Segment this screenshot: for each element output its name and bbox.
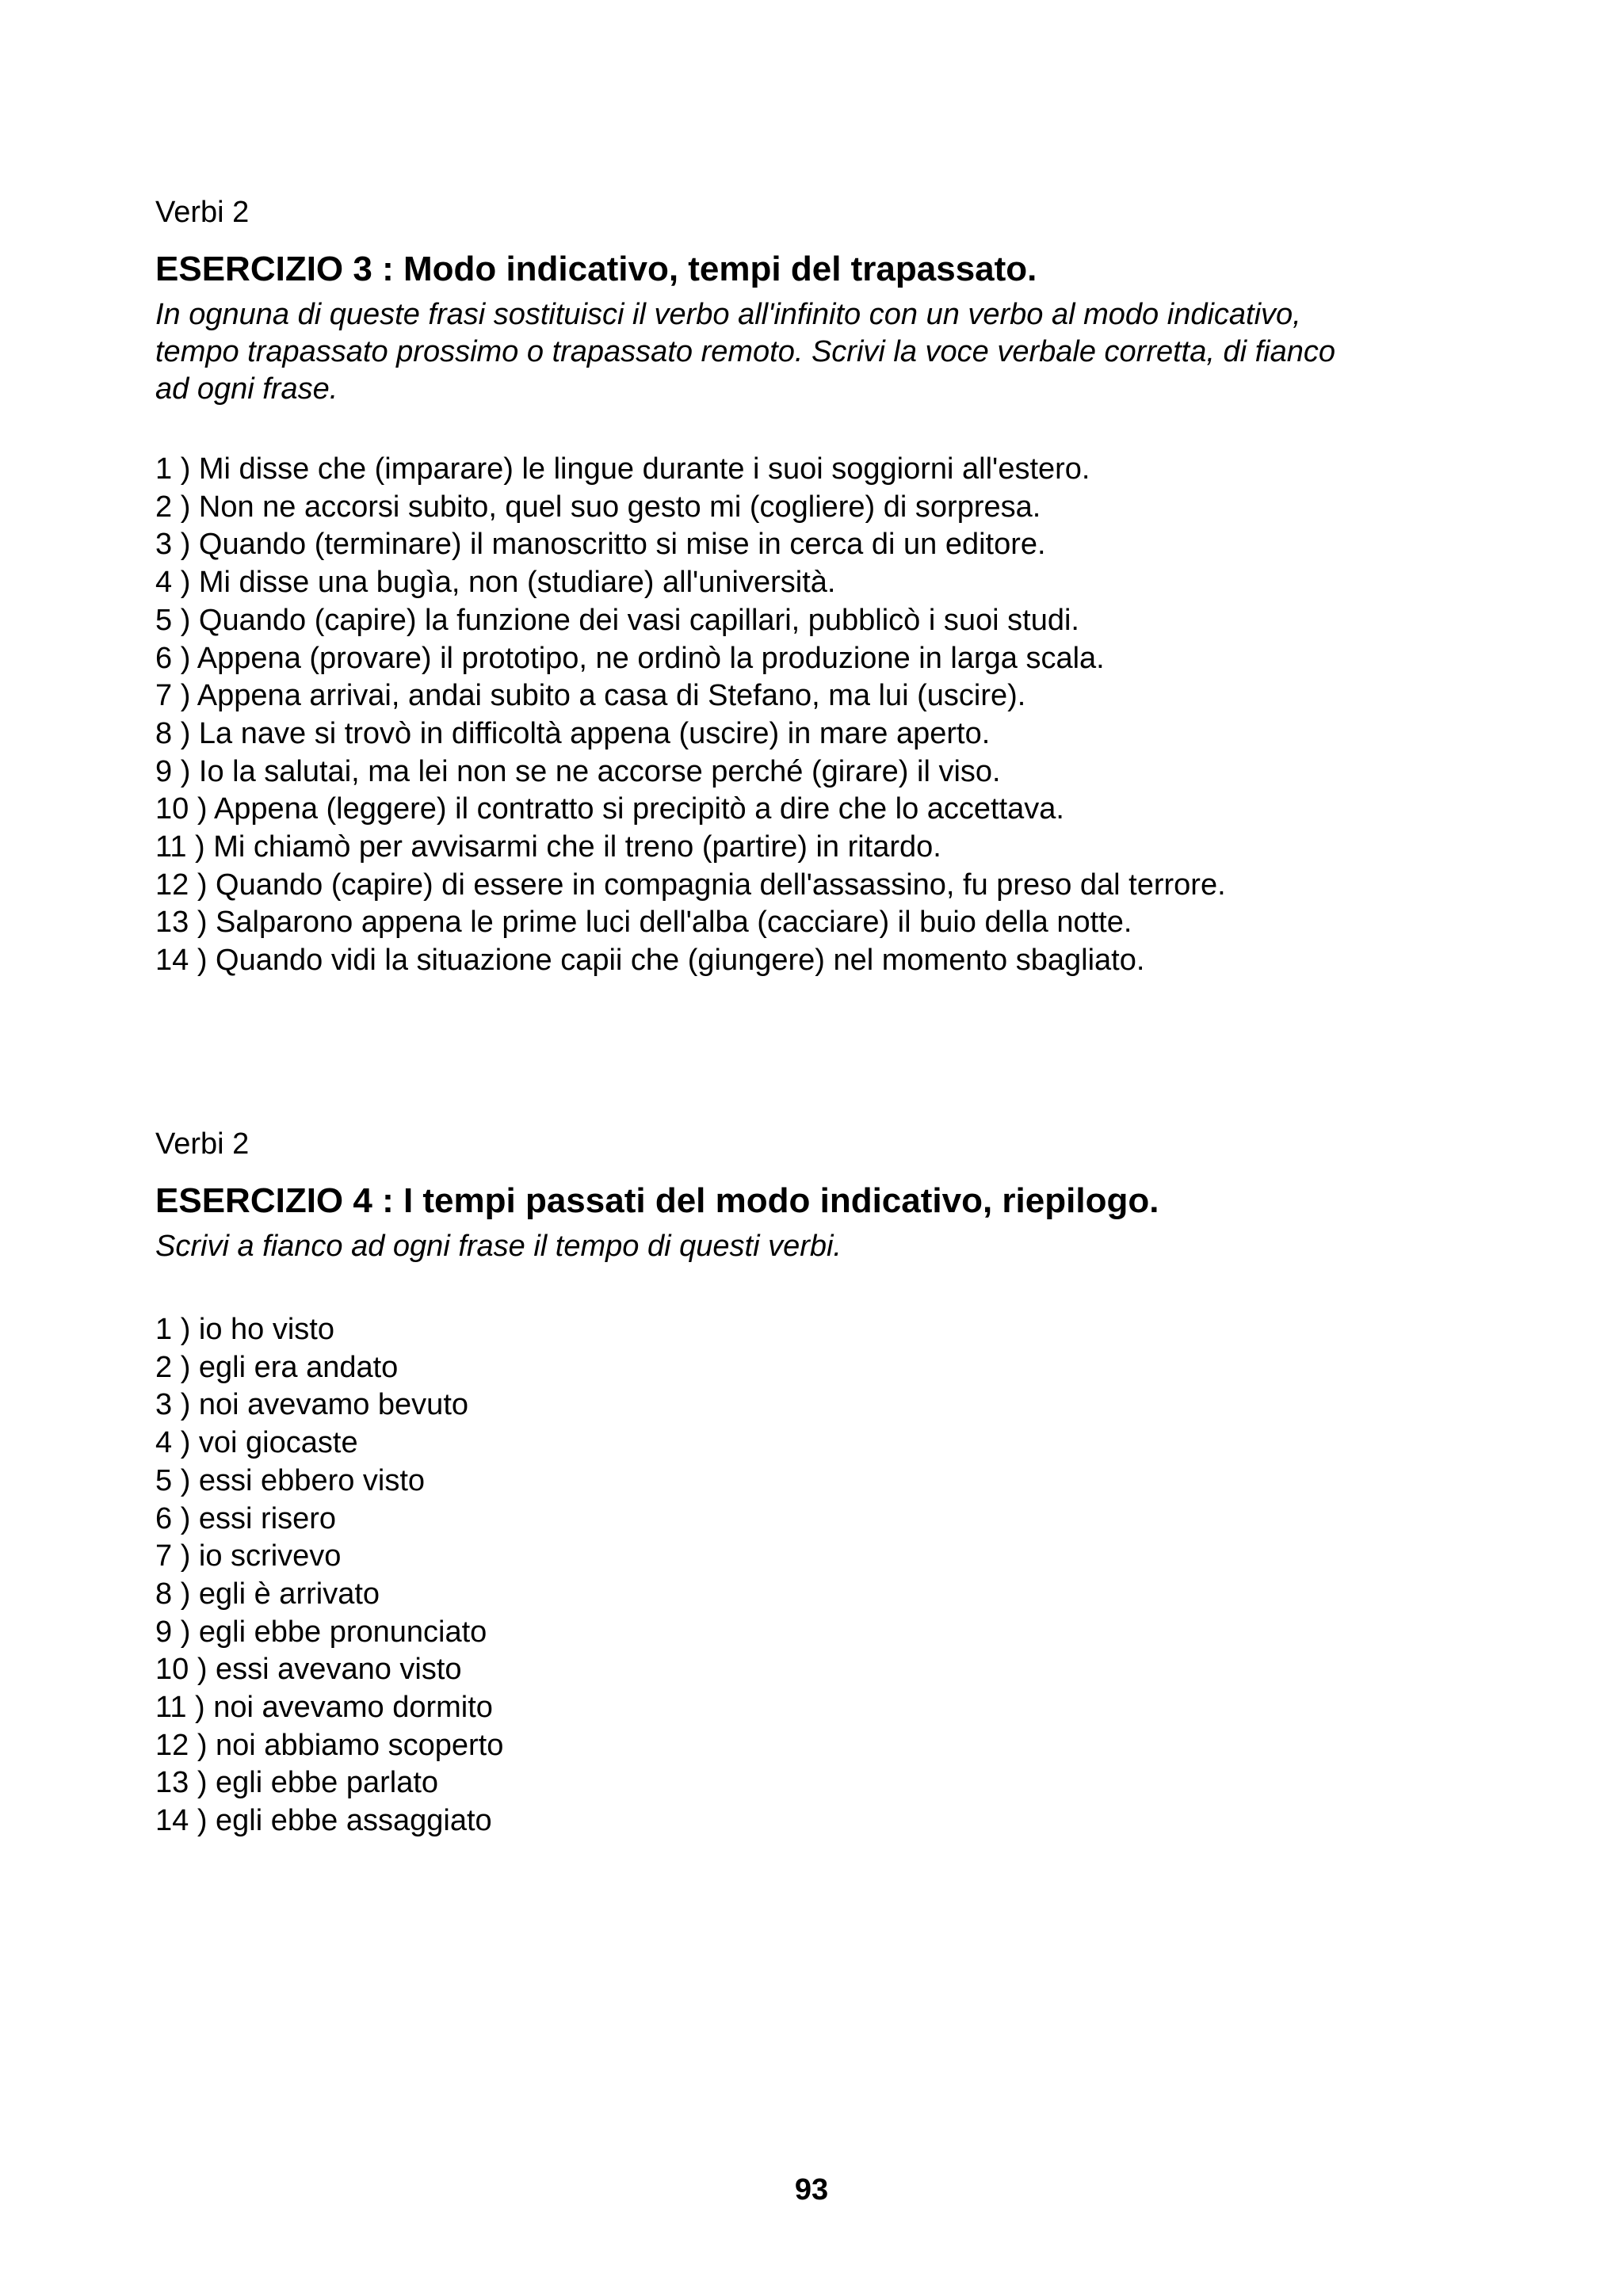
page-number: 93 <box>794 2173 829 2206</box>
exercise-instructions <box>155 1228 1487 1265</box>
exercise-title: ESERCIZIO 4 : I tempi passati del modo indicativo, riepilogo. <box>155 1181 1159 1220</box>
exercise-item: 7 ) io scrivevo <box>155 1539 342 1573</box>
exercise-item: 1 ) io ho visto <box>155 1313 334 1346</box>
exercise-item: 1 ) Mi disse che (imparare) le lingue durante i suoi soggiorni all'estero. <box>155 452 1090 486</box>
exercise-item: 5 ) Quando (capire) la funzione dei vasi capillari, pubblicò i suoi studi. <box>155 603 1079 637</box>
exercise-item: 10 ) Appena (leggere) il contratto si precipitò a dire che lo accettava. <box>155 792 1064 826</box>
exercise-item: 6 ) Appena (provare) il prototipo, ne ordinò la produzione in larga scala. <box>155 641 1105 675</box>
exercise-item: 4 ) voi giocaste <box>155 1426 358 1460</box>
exercise-item: 11 ) Mi chiamò per avvisarmi che il treno (partire) in ritardo. <box>155 830 941 864</box>
exercise-3-section <box>155 193 1487 980</box>
exercise-item: 3 ) noi avevamo bevuto <box>155 1388 469 1422</box>
exercise-item: 14 ) Quando vidi la situazione capii che (giungere) nel momento sbagliato. <box>155 944 1145 978</box>
exercise-4-section <box>155 1125 1487 1840</box>
exercise-item: 14 ) egli ebbe assaggiato <box>155 1804 492 1838</box>
exercise-item: 13 ) egli ebbe parlato <box>155 1766 439 1800</box>
exercise-item: 9 ) Io la salutai, ma lei non se ne accorse perché (girare) il viso. <box>155 754 1001 788</box>
exercise-item: 8 ) La nave si trovò in difficoltà appena (uscire) in mare aperto. <box>155 716 991 750</box>
exercise-item: 9 ) egli ebbe pronunciato <box>155 1615 487 1649</box>
exercise-item: 8 ) egli è arrivato <box>155 1577 380 1611</box>
instruction-line: Scrivi a fianco ad ogni frase il tempo di questi verbi. <box>155 1230 842 1263</box>
exercise-items <box>155 451 1487 980</box>
instruction-line: In ognuna di queste frasi sostituisci il verbo all'infinito con un verbo al modo indicativo, <box>155 298 1301 331</box>
exercise-item: 10 ) essi avevano visto <box>155 1653 462 1687</box>
exercise-item: 12 ) noi abbiamo scoperto <box>155 1728 504 1762</box>
exercise-item: 12 ) Quando (capire) di essere in compagnia dell'assassino, fu preso dal terrore. <box>155 868 1226 902</box>
exercise-item: 7 ) Appena arrivai, andai subito a casa di Stefano, ma lui (uscire). <box>155 679 1026 713</box>
exercise-instructions <box>155 296 1487 408</box>
exercise-items <box>155 1311 1487 1840</box>
exercise-item: 4 ) Mi disse una bugìa, non (studiare) all'università. <box>155 566 836 600</box>
exercise-item: 11 ) noi avevamo dormito <box>155 1691 493 1725</box>
exercise-item: 3 ) Quando (terminare) il manoscritto si mise in cerca di un editore. <box>155 528 1046 562</box>
exercise-item: 5 ) essi ebbero visto <box>155 1463 426 1497</box>
section-label: Verbi 2 <box>155 196 250 229</box>
exercise-item: 13 ) Salparono appena le prime luci dell'alba (cacciare) il buio della notte. <box>155 906 1132 940</box>
section-label: Verbi 2 <box>155 1127 250 1161</box>
exercise-title: ESERCIZIO 3 : Modo indicativo, tempi del trapassato. <box>155 250 1037 288</box>
exercise-item: 6 ) essi risero <box>155 1501 337 1535</box>
instruction-line: tempo trapassato prossimo o trapassato remoto. Scrivi la voce verbale corretta, di fianco <box>155 335 1336 368</box>
exercise-item: 2 ) Non ne accorsi subito, quel suo gesto mi (cogliere) di sorpresa. <box>155 490 1041 524</box>
instruction-line: ad ogni frase. <box>155 372 338 406</box>
exercise-item: 2 ) egli era andato <box>155 1350 399 1384</box>
